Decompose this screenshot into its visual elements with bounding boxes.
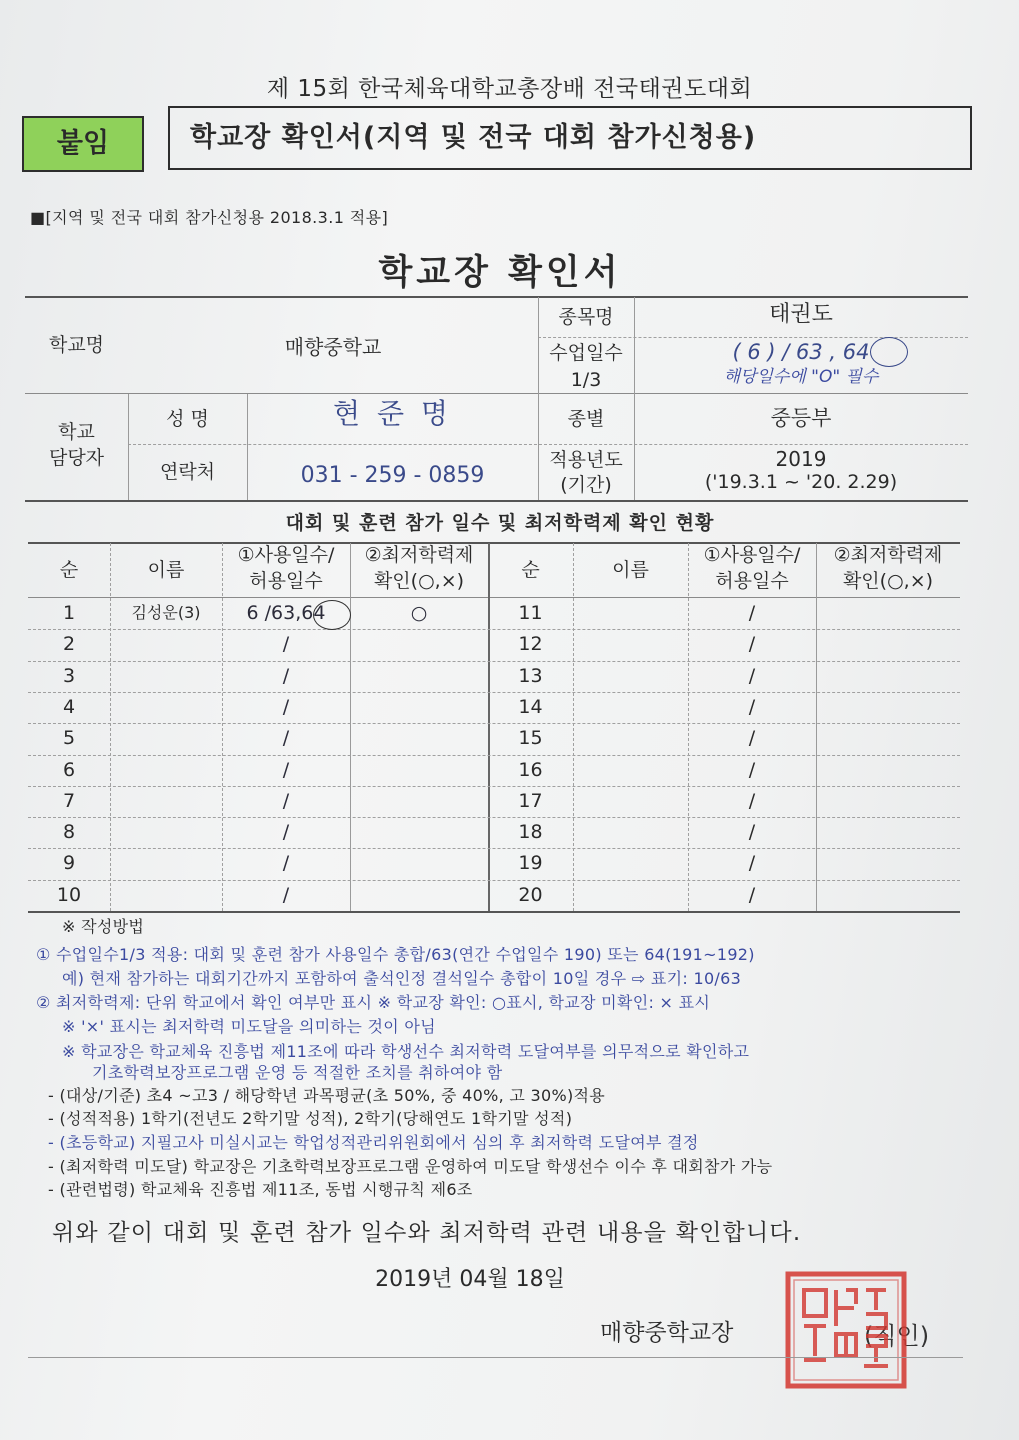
row-days: / xyxy=(748,727,756,749)
note-1-example: 예) 현재 참가하는 대회기간까지 포함하여 출석인정 결석일수 총합이 10일 경우 ⇨ 표기: 10/63 xyxy=(62,969,742,988)
period-value: ('19.3.1 ~ '20. 2.29) xyxy=(704,471,898,493)
row-days: / xyxy=(282,821,290,843)
school-name: 매향중학교 xyxy=(284,335,382,359)
sport-value: 태권도 xyxy=(769,302,833,327)
row-days: / xyxy=(748,665,756,687)
row-number: 3 xyxy=(62,665,76,687)
row-number: 17 xyxy=(518,790,543,812)
row1-64-circle xyxy=(313,600,351,630)
issue-date: 2019년 04월 18일 xyxy=(375,1267,565,1292)
row-days: / xyxy=(748,602,756,624)
header-days-left-2: 허용일수 xyxy=(249,570,323,592)
row-min-check: ○ xyxy=(410,602,428,624)
row-number: 18 xyxy=(518,821,543,843)
note-1: ① 수업일수1/3 적용: 대회 및 훈련 참가 사용일수 총합/63(연간 수업일수 190) 또는 64(191~192) xyxy=(36,945,755,964)
row-number: 5 xyxy=(62,727,76,749)
row-days: / xyxy=(748,696,756,718)
notes-heading: ※ 작성방법 xyxy=(62,917,145,936)
note-laws: - (관련법령) 학교체육 진흥법 제11조, 동법 시행규칙 제6조 xyxy=(48,1180,473,1199)
row-number: 14 xyxy=(518,696,543,718)
note-2-duty-cont: 기초학력보장프로그램 운영 등 적절한 조치를 취하여야 함 xyxy=(92,1063,503,1082)
row-number: 2 xyxy=(62,633,76,655)
row-days: / xyxy=(748,821,756,843)
row-number: 12 xyxy=(518,633,543,655)
note-below-min: - (최저학력 미도달) 학교장은 기초학력보장프로그램 운영하여 미도달 학생선수 이수 후 대회참가 가능 xyxy=(48,1157,773,1176)
manager-name: 현 준 명 xyxy=(333,397,452,430)
form-title-box: 학교장 확인서(지역 및 전국 대회 참가신청용) xyxy=(168,106,972,170)
header-min-right: ②최저학력제 xyxy=(833,544,943,566)
row-days: / xyxy=(282,665,290,687)
header-min-left: ②최저학력제 xyxy=(364,544,474,566)
header-min-left-2: 확인(○,×) xyxy=(373,570,465,592)
note-grades: - (성적적용) 1학기(전년도 2학기말 성적), 2학기(당해연도 1학기말 성적) xyxy=(48,1109,573,1128)
contact-value: 031 - 259 - 0859 xyxy=(300,463,485,488)
row-days: / xyxy=(748,852,756,874)
header-name-left: 이름 xyxy=(147,559,185,581)
row-days: / xyxy=(282,759,290,781)
row-days: / xyxy=(282,696,290,718)
name-label: 성 명 xyxy=(166,408,209,430)
row-days: / xyxy=(748,633,756,655)
row-name: 김성운(3) xyxy=(131,603,201,622)
row-number: 4 xyxy=(62,696,76,718)
year-label: 적용년도 xyxy=(549,449,623,471)
row-number: 9 xyxy=(62,852,76,874)
document-title: 학교장 확인서 xyxy=(378,253,622,293)
note-elementary: - (초등학교) 지필고사 미실시교는 학업성적관리위원회에서 심의 후 최저학력 도달여부 결정 xyxy=(48,1133,699,1152)
row-number: 10 xyxy=(56,884,82,906)
days-required-note: 해당일수에 "O" 필수 xyxy=(723,367,879,387)
attachment-tag: 붙임 xyxy=(22,116,144,172)
header-name-right: 이름 xyxy=(612,559,649,581)
header-days-right: ①사용일수/ xyxy=(703,544,801,566)
header-days-right-2: 허용일수 xyxy=(715,570,789,592)
row-days: 6 /63,64 xyxy=(246,602,326,624)
sport-label: 종목명 xyxy=(558,306,614,328)
division-label: 종별 xyxy=(567,408,605,430)
principal-signer: 매향중학교장 xyxy=(600,1320,734,1346)
row-number: 19 xyxy=(518,852,543,874)
event-title: 제 15회 한국체육대학교총장배 전국태권도대회 xyxy=(266,76,753,102)
contact-label: 연락처 xyxy=(159,461,216,483)
row-days: / xyxy=(748,759,756,781)
participation-caption: 대회 및 훈련 참가 일수 및 최저학력제 확인 현황 xyxy=(285,512,715,534)
row-days: / xyxy=(282,852,290,874)
header-min-right-2: 확인(○,×) xyxy=(842,570,934,592)
header-num-right: 순 xyxy=(521,559,540,581)
row-days: / xyxy=(282,790,290,812)
manager-label: 학교 xyxy=(58,421,95,443)
row-number: 16 xyxy=(518,759,543,781)
year-label-period: (기간) xyxy=(560,474,612,496)
division-value: 중등부 xyxy=(770,406,832,430)
row-number: 6 xyxy=(62,759,76,781)
row-number: 8 xyxy=(62,821,76,843)
note-2-remark: ※ '×' 표시는 최저학력 미도달을 의미하는 것이 아님 xyxy=(62,1017,436,1036)
school-seal-stamp xyxy=(784,1270,908,1390)
row-days: / xyxy=(748,790,756,812)
row-number: 11 xyxy=(518,602,543,624)
row-number: 15 xyxy=(518,727,543,749)
note-2: ② 최저학력제: 단위 학교에서 확인 여부만 표시 ※ 학교장 확인: ○표시, 학교장 미확인: × 표시 xyxy=(36,993,711,1012)
class-days-value: ( 6 ) / 63 , 64 xyxy=(732,340,870,364)
header-num-left: 순 xyxy=(59,559,79,581)
row-number: 13 xyxy=(518,665,543,687)
row-days: / xyxy=(748,884,756,906)
row-number: 1 xyxy=(62,602,76,624)
row-days: / xyxy=(282,633,290,655)
form-version-note: ■[지역 및 전국 대회 참가신청용 2018.3.1 적용] xyxy=(30,208,389,227)
seal-label: (직인) xyxy=(864,1322,930,1350)
days-label: 수업일수 xyxy=(549,342,623,364)
school-label: 학교명 xyxy=(48,334,105,356)
note-criteria: - (대상/기준) 초4 ~고3 / 해당학년 과목평균(초 50%, 중 40%, 고 30%)적용 xyxy=(48,1086,606,1105)
row-number: 7 xyxy=(62,790,76,812)
header-days-left: ①사용일수/ xyxy=(237,544,335,566)
manager-label-2: 담당자 xyxy=(48,447,105,469)
row-days: / xyxy=(282,884,290,906)
days-label-ratio: 1/3 xyxy=(570,369,602,391)
row-number: 20 xyxy=(518,884,543,906)
row-days: / xyxy=(282,727,290,749)
confirmation-statement: 위와 같이 대회 및 훈련 참가 일수와 최저학력 관련 내용을 확인합니다. xyxy=(52,1220,802,1246)
year-value: 2019 xyxy=(775,447,827,471)
note-2-duty: ※ 학교장은 학교체육 진흥법 제11조에 따라 학생선수 최저학력 도달여부를 의무적으로 확인하고 xyxy=(62,1042,750,1061)
